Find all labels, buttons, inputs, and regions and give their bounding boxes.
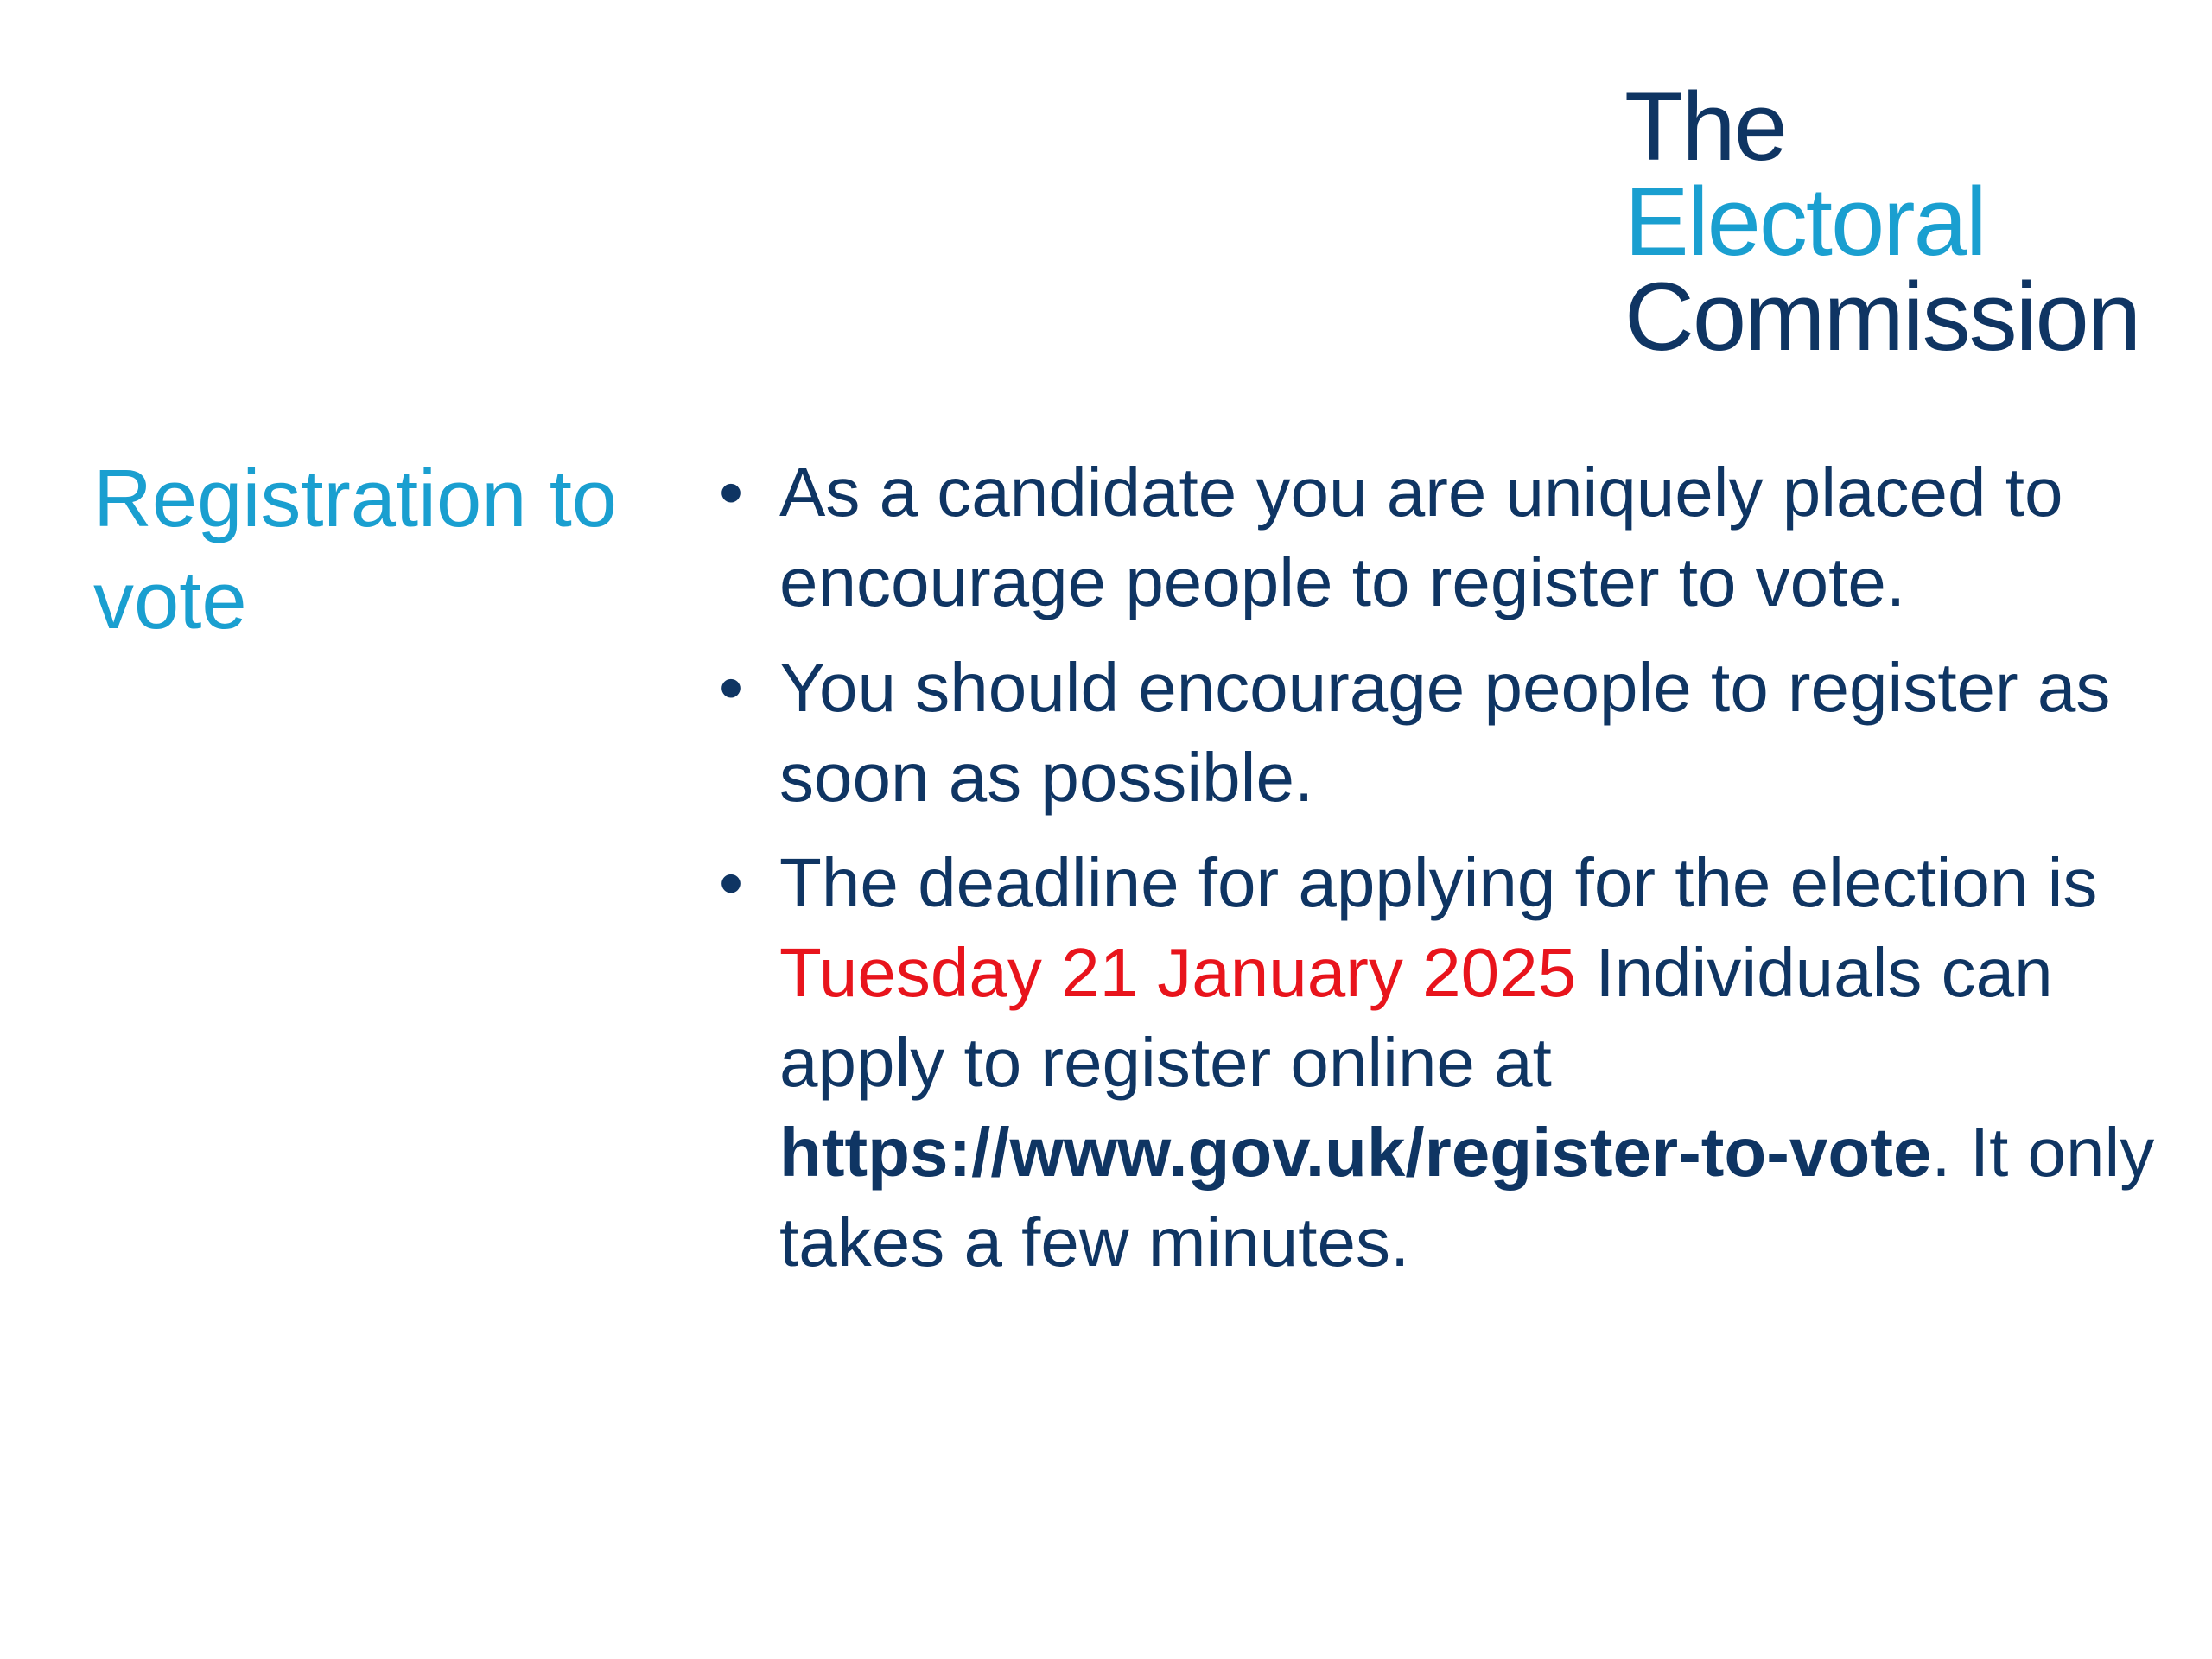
bullet-list bbox=[719, 448, 2188, 1303]
bullet-text: You should encourage people to register as soon as possible. bbox=[779, 649, 2111, 816]
bullet-item-register-soon bbox=[719, 643, 2188, 823]
bullet-marker: • bbox=[719, 649, 744, 726]
bullet-item-deadline bbox=[719, 838, 2188, 1287]
logo-line-electoral: Electoral bbox=[1624, 168, 1986, 276]
bullet-text-after: . It only takes a few minutes. bbox=[779, 1114, 2155, 1281]
bullet-text: As a candidate you are uniquely placed to encourage people to register to vote. bbox=[779, 454, 2063, 620]
logo-line-the: The bbox=[1624, 73, 1786, 181]
logo-line-commission: Commission bbox=[1624, 263, 2140, 371]
bullet-marker: • bbox=[719, 454, 744, 531]
deadline-date: Tuesday 21 January 2025 bbox=[779, 934, 1577, 1011]
bullet-item-candidate bbox=[719, 448, 2188, 627]
register-url-link[interactable]: https://www.gov.uk/register-to-vote bbox=[779, 1114, 1932, 1191]
electoral-commission-logo bbox=[1624, 73, 2140, 371]
bullet-text-middle: Individuals can apply to register online at bbox=[779, 934, 2053, 1101]
bullet-marker: • bbox=[719, 844, 744, 921]
bullet-text-before: The deadline for applying for the election is bbox=[779, 844, 2098, 921]
slide-title: Registration to vote bbox=[93, 453, 618, 645]
